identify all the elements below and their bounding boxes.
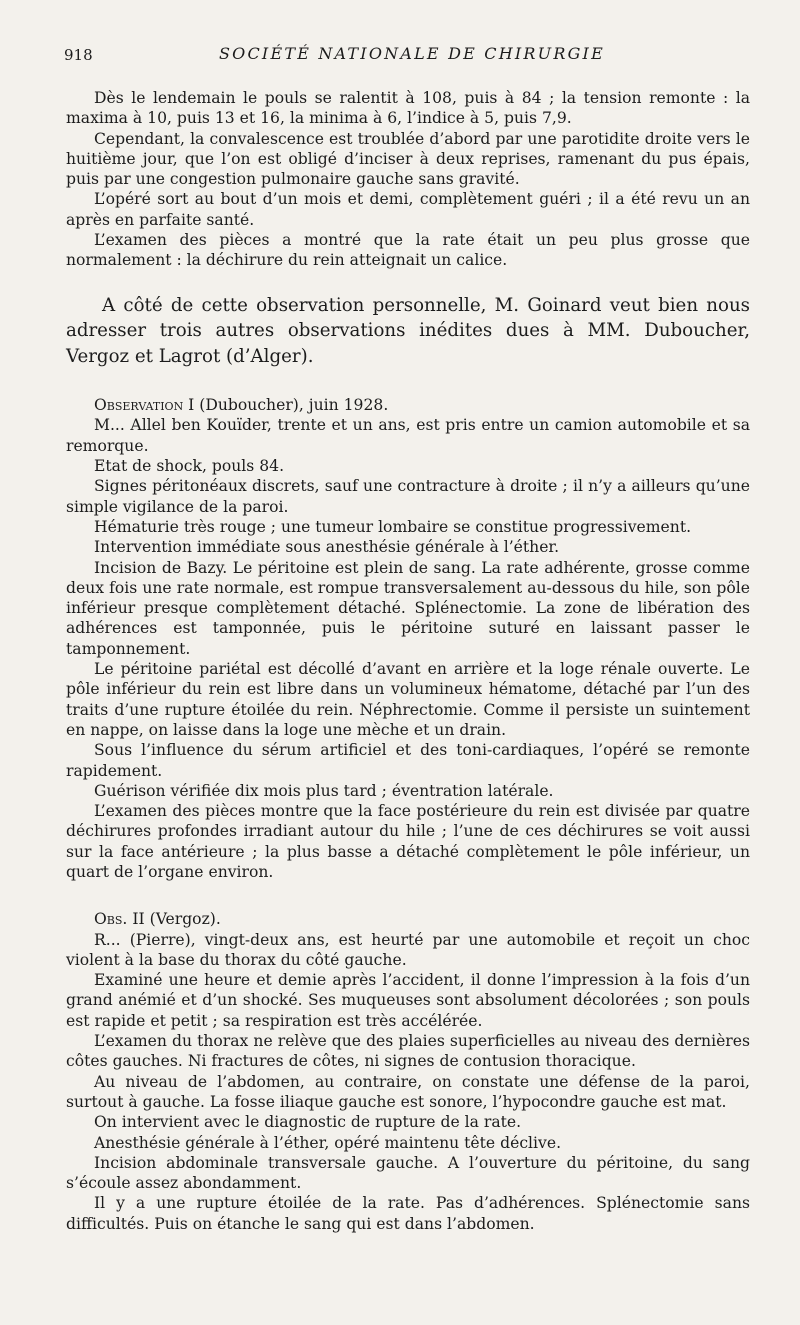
paragraph: Sous l’influence du sérum artificiel et des toni-cardiaques, l’opéré se remonte rapidement. bbox=[66, 741, 750, 780]
page-header bbox=[64, 44, 744, 68]
paragraph: Guérison vérifiée dix mois plus tard ; éventration latérale. bbox=[94, 781, 554, 800]
observation-title: II (Vergoz). bbox=[127, 910, 221, 929]
paragraph: Examiné une heure et demie après l’accident, il donne l’impression à la fois d’un grand anémié et d’un shocké. Ses muqueuses sont absolument décolorées ; son pouls est rapide et petit ; sa respiration est très accélérée. bbox=[66, 971, 750, 1030]
paragraph: Anesthésie générale à l’éther, opéré maintenu tête déclive. bbox=[94, 1133, 562, 1152]
observation-1-heading bbox=[66, 395, 750, 415]
observation-2-heading bbox=[66, 909, 750, 929]
paragraph: Le péritoine pariétal est décollé d’avant en arrière et la loge rénale ouverte. Le pôle inférieur du rein est libre dans un volumineux hématome, détaché par l’un des traits d’une rupture étoilée du rein. Néphrectomie. Comme il persiste un suintement en nappe, on laisse dans la loge une mèche et un drain. bbox=[66, 660, 750, 739]
paragraph: M... Allel ben Kouïder, trente et un ans, est pris entre un camion automobile et sa remorque. bbox=[66, 416, 750, 455]
paragraph: L’examen des pièces montre que la face postérieure du rein est divisée par quatre déchirures profondes irradiant autour du hile ; l’une de ces déchirures se voit aussi sur la face antérieure ; la plus basse a détaché complètement le pôle inférieur, un quart de l’organe environ. bbox=[66, 802, 750, 881]
paragraph: Intervention immédiate sous anesthésie générale à l’éther. bbox=[94, 538, 560, 557]
paragraph: L’examen des pièces a montré que la rate était un peu plus grosse que normalement : la déchirure du rein atteignait un calice. bbox=[66, 231, 750, 270]
paragraph: Incision abdominale transversale gauche. A l’ouverture du péritoine, du sang s’écoule assez abondamment. bbox=[66, 1153, 750, 1193]
paragraph: Cependant, la convalescence est troublée d’abord par une parotidite droite vers le huitième jour, que l’on est obligé d’inciser à deux reprises, ramenant du pus épais, puis par une congestion pulmonaire gauche sans gravité. bbox=[66, 129, 750, 189]
paragraph: L’examen du thorax ne relève que des plaies superficielles au niveau des dernières côtes gauches. Ni fractures de côtes, ni signes de contusion thoracique. bbox=[66, 1032, 750, 1071]
text-body bbox=[66, 88, 750, 1234]
paragraph: Hématurie très rouge ; une tumeur lombaire se constitue progressivement. bbox=[94, 517, 692, 536]
page-number: 918 bbox=[64, 46, 93, 64]
observation-label: Obs. bbox=[94, 910, 128, 929]
observation-label: Observation bbox=[94, 396, 184, 415]
paragraph: Incision de Bazy. Le péritoine est plein de sang. La rate adhérente, grosse comme deux fois une rate normale, est rompue transversalement au-dessous du hile, son pôle inférieur presque complètement détaché. Splénectomie. La zone de libération des adhérences est tamponnée, puis le péritoine suturé en laissant passer le tamponnement. bbox=[66, 558, 750, 658]
paragraph: Il y a une rupture étoilée de la rate. Pas d’adhérences. Splénectomie sans difficultés. Puis on étanche le sang qui est dans l’abdomen. bbox=[66, 1194, 750, 1233]
paragraph: Etat de shock, pouls 84. bbox=[94, 457, 285, 476]
paragraph: L’opéré sort au bout d’un mois et demi, complètement guéri ; il a été revu un an après en parfaite santé. bbox=[66, 190, 750, 229]
paragraph: R... (Pierre), vingt-deux ans, est heurté par une automobile et reçoit un choc violent à la base du thorax du côté gauche. bbox=[66, 930, 750, 969]
paragraph: Signes péritonéaux discrets, sauf une contracture à droite ; il n’y a ailleurs qu’une simple vigilance de la paroi. bbox=[66, 477, 750, 516]
intro-paragraph: A côté de cette observation personnelle, M. Goinard veut bien nous adresser trois autres observations inédites dues à MM. Duboucher, Vergoz et Lagrot (d’Alger). bbox=[66, 294, 750, 367]
paragraph: On intervient avec le diagnostic de rupture de la rate. bbox=[94, 1113, 522, 1132]
observation-title: I (Duboucher), juin 1928. bbox=[183, 396, 389, 415]
paragraph: Au niveau de l’abdomen, au contraire, on constate une défense de la paroi, surtout à gauche. La fosse iliaque gauche est sonore, l’hypocondre gauche est mat. bbox=[66, 1072, 750, 1111]
running-head: SOCIÉTÉ NATIONALE DE CHIRURGIE bbox=[219, 44, 605, 63]
paragraph: Dès le lendemain le pouls se ralentit à 108, puis à 84 ; la tension remonte : la maxima à 10, puis 13 et 16, la minima à 6, l’indice à 5, puis 7,9. bbox=[66, 89, 750, 128]
